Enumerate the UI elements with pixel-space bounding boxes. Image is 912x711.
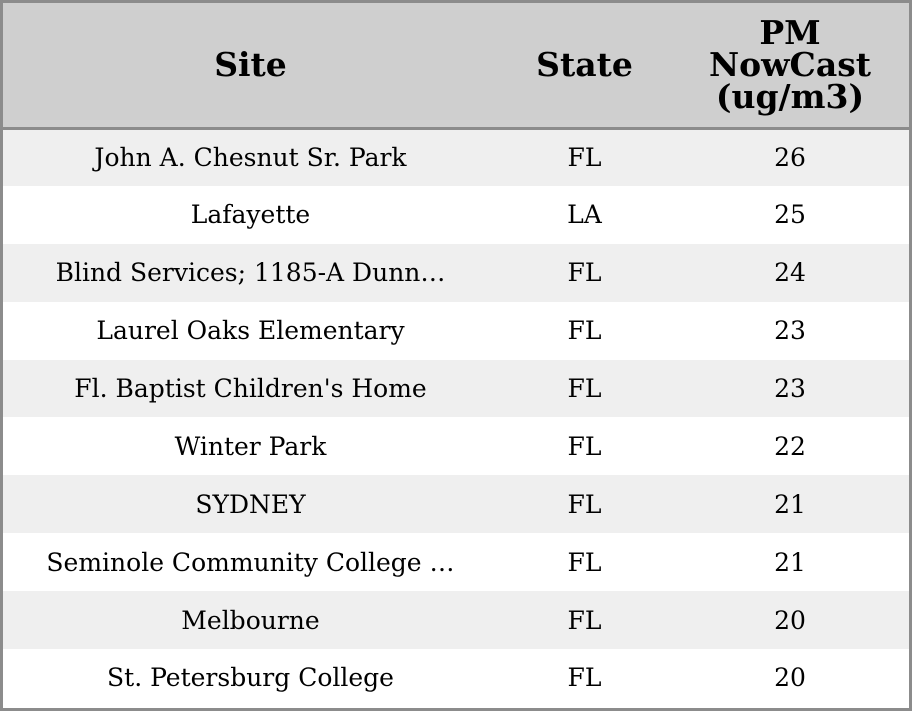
- cell-pm-nowcast: 23: [774, 316, 806, 346]
- table-row[interactable]: [3, 649, 909, 707]
- cell-site: Laurel Oaks Elementary: [96, 316, 405, 346]
- table-row[interactable]: [3, 244, 909, 302]
- cell-state: FL: [567, 605, 602, 635]
- table-body: [3, 128, 909, 707]
- cell-pm-nowcast: 21: [774, 547, 806, 577]
- header-state[interactable]: [498, 3, 671, 128]
- cell-pm-nowcast: 25: [774, 200, 806, 230]
- header-site[interactable]: [3, 3, 498, 128]
- cell-pm-nowcast: 23: [774, 374, 806, 403]
- cell-pm-nowcast: 22: [774, 431, 806, 461]
- table-row[interactable]: [3, 302, 909, 360]
- table-header: [3, 3, 909, 128]
- header-pm-line-1: PM: [759, 12, 821, 52]
- cell-site: SYDNEY: [195, 489, 306, 519]
- table-row[interactable]: [3, 475, 909, 533]
- table-row[interactable]: [3, 591, 909, 649]
- table-row[interactable]: [3, 186, 909, 244]
- cell-site: Blind Services; 1185-A Dunn…: [55, 258, 446, 288]
- cell-pm-nowcast: 26: [774, 143, 806, 173]
- cell-site: St. Petersburg College: [107, 663, 394, 693]
- cell-state: FL: [567, 316, 602, 346]
- table-row[interactable]: [3, 128, 909, 186]
- cell-state: FL: [567, 258, 602, 288]
- cell-site: Fl. Baptist Children's Home: [74, 374, 427, 403]
- cell-pm-nowcast: 20: [774, 605, 806, 635]
- cell-pm-nowcast: 20: [774, 663, 806, 693]
- cell-state: FL: [567, 374, 602, 403]
- cell-state: FL: [567, 489, 602, 519]
- cell-site: John A. Chesnut Sr. Park: [94, 143, 407, 173]
- cell-state: FL: [567, 431, 602, 461]
- cell-state: LA: [567, 200, 602, 230]
- cell-site: Lafayette: [190, 200, 311, 230]
- cell-state: FL: [567, 547, 602, 577]
- header-pm-line-3: (ug/m3): [715, 76, 865, 116]
- header-site-line: Site: [214, 44, 287, 84]
- header-state-line: State: [536, 44, 633, 84]
- pm-nowcast-table: [3, 3, 909, 707]
- cell-pm-nowcast: 24: [774, 258, 806, 288]
- cell-site: Winter Park: [174, 431, 327, 461]
- cell-state: FL: [567, 143, 602, 173]
- header-row: [3, 3, 909, 128]
- cell-pm-nowcast: 21: [774, 489, 806, 519]
- table-row[interactable]: [3, 533, 909, 591]
- cell-state: FL: [567, 663, 602, 693]
- header-pm-line-2: NowCast: [708, 44, 872, 84]
- cell-site: Seminole Community College …: [46, 547, 455, 577]
- header-pm-nowcast[interactable]: [671, 3, 909, 128]
- table-row[interactable]: [3, 417, 909, 475]
- cell-site: Melbourne: [181, 605, 320, 635]
- table-row[interactable]: [3, 360, 909, 418]
